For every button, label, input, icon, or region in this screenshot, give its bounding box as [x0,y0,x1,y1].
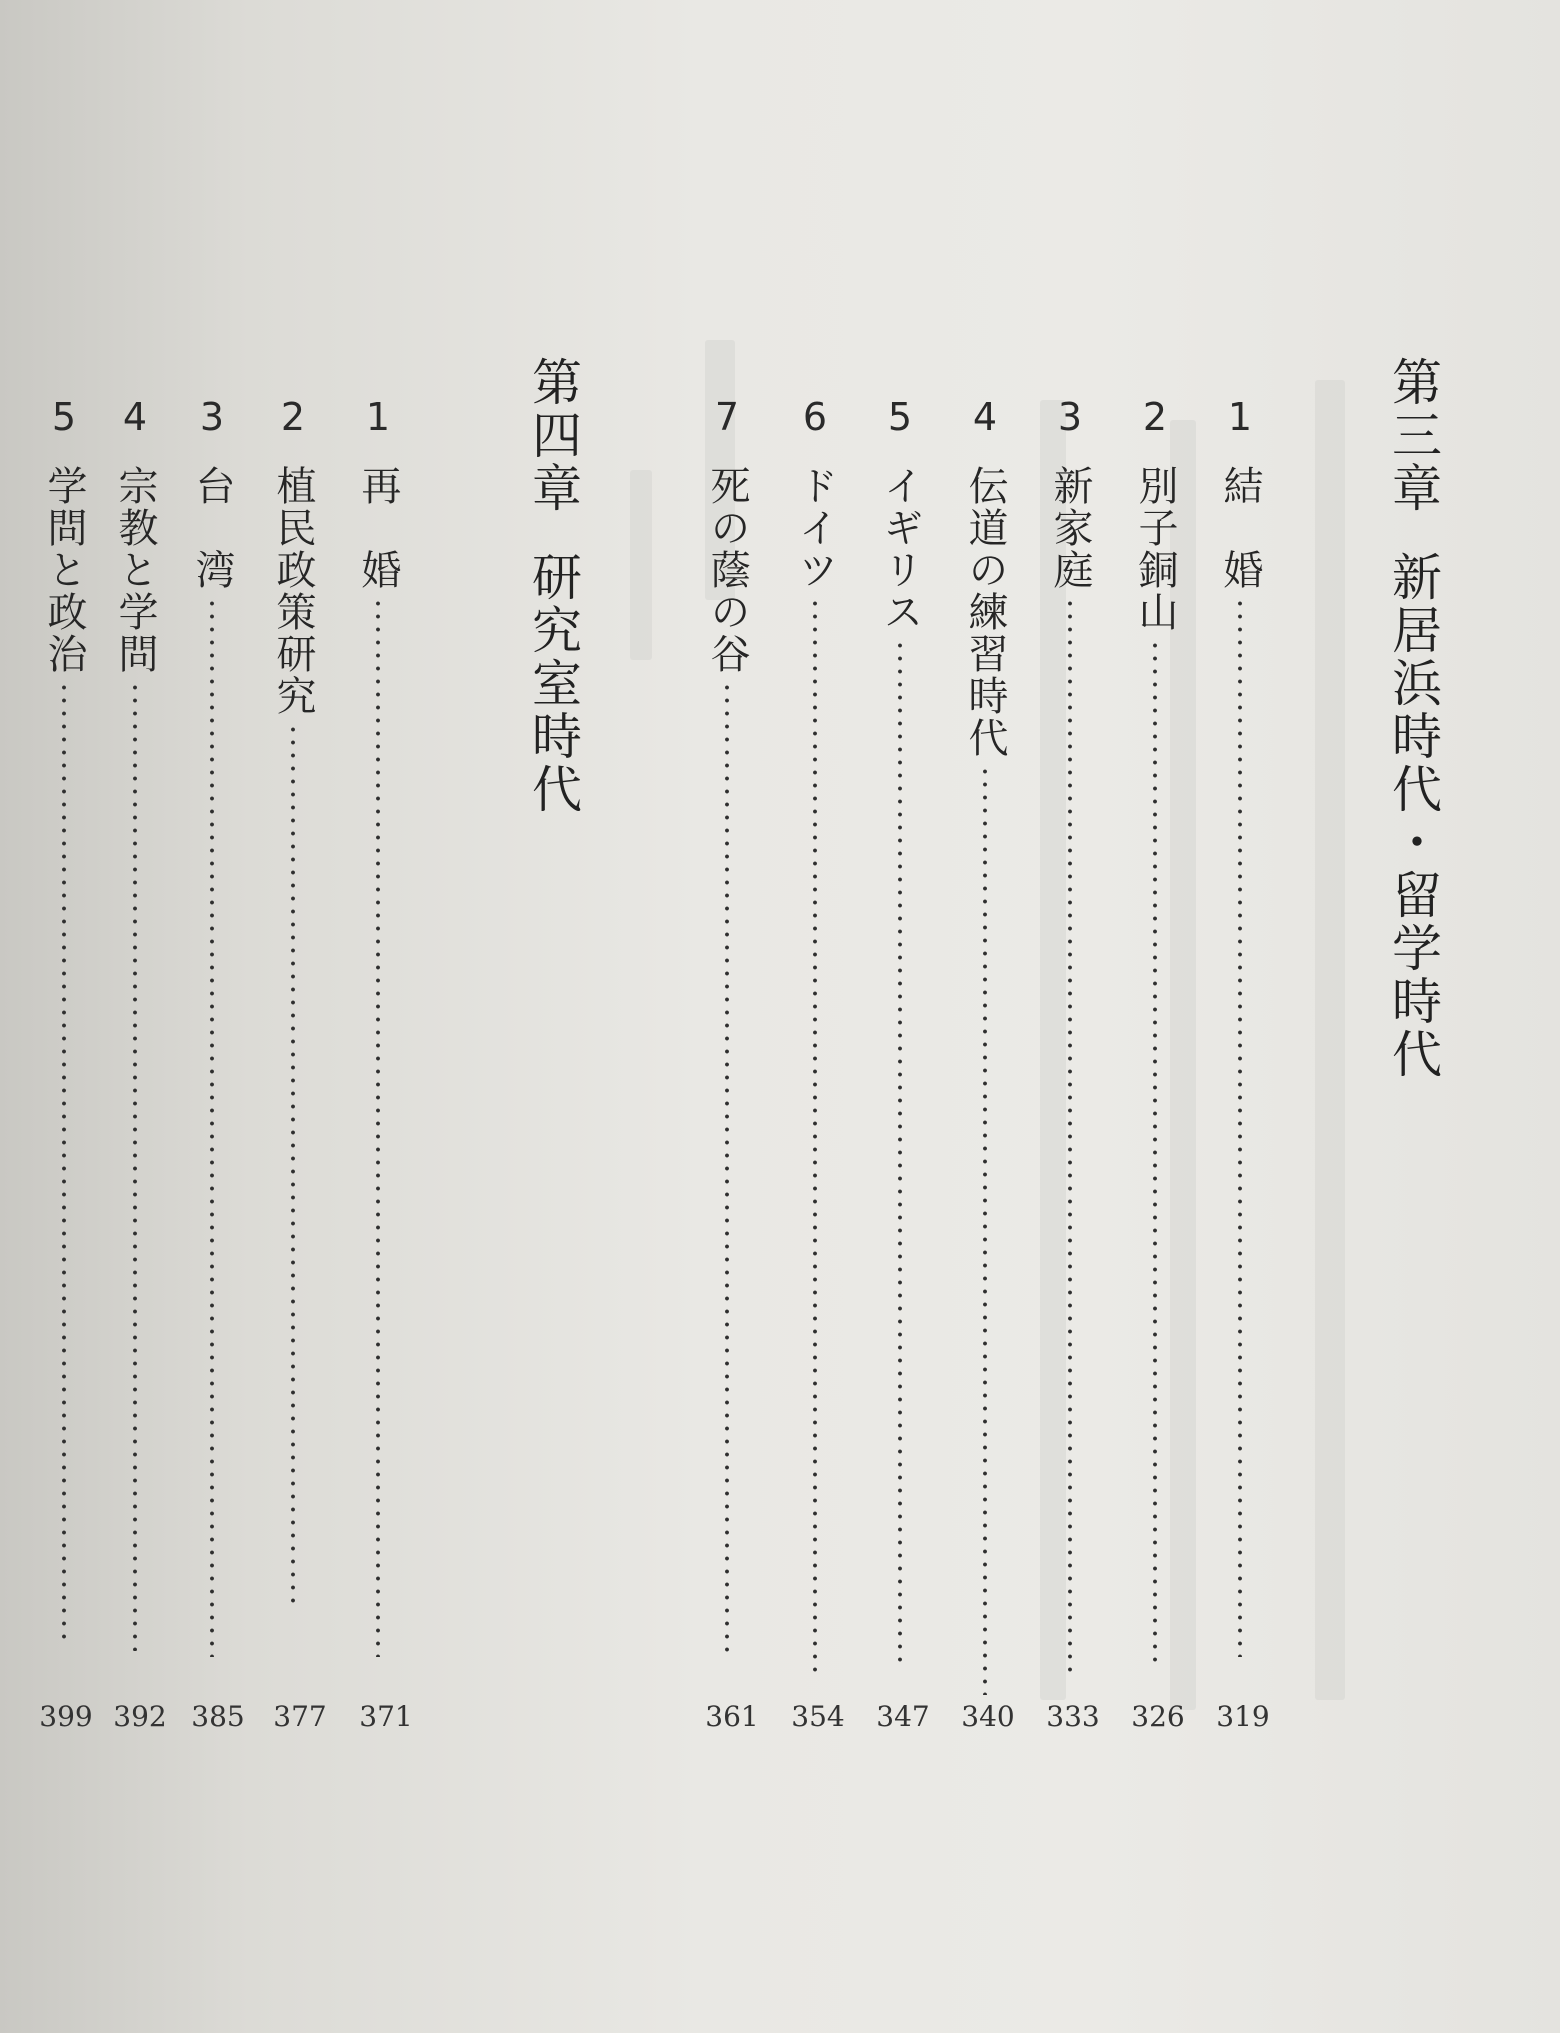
section-number: 2 [1142,395,1168,439]
dot-leader [812,597,818,1672]
toc-entry[interactable] [1127,395,1183,1664]
section-title: ドイツ [792,465,838,591]
toc-entry[interactable] [957,395,1013,1695]
page-number: 385 [191,1700,245,1733]
section-title: 別子銅山 [1132,465,1178,633]
page-number: 361 [705,1700,759,1733]
dot-leader [132,681,138,1651]
section-number: 4 [972,395,998,439]
dot-leader [1152,639,1158,1664]
section-title: 死の蔭の谷 [704,465,750,675]
dot-leader [61,681,67,1641]
toc-entry[interactable] [265,395,321,1603]
section-number: 5 [887,395,913,439]
section-number: 6 [802,395,828,439]
page-number: 399 [39,1700,93,1733]
dot-leader [375,597,381,1657]
section-title: 再 婚 [355,465,401,591]
section-number: 3 [1057,395,1083,439]
section-title: イギリス [877,465,923,633]
page-number: 340 [961,1700,1015,1733]
page-number: 326 [1131,1700,1185,1733]
toc-entry[interactable] [36,395,92,1641]
section-title: 新家庭 [1047,465,1093,591]
section-number: 1 [1227,395,1253,439]
chapter-3-label: 第三章 [1384,356,1442,515]
section-number: 3 [199,395,225,439]
page-number: 371 [359,1700,413,1733]
chapter-3-heading [1373,356,1443,1081]
dot-leader [724,681,730,1659]
section-number: 2 [280,395,306,439]
section-title: 伝道の練習時代 [962,465,1008,759]
toc-entry[interactable] [872,395,928,1664]
section-number: 4 [122,395,148,439]
section-title: 結 婚 [1217,465,1263,591]
section-title: 宗教と学問 [112,465,158,675]
page-number: 347 [876,1700,930,1733]
dot-leader [209,597,215,1657]
toc-entry[interactable] [787,395,843,1672]
toc-entry[interactable] [1042,395,1098,1672]
section-number: 1 [365,395,391,439]
dot-leader [982,765,988,1695]
toc-entry[interactable] [699,395,755,1659]
chapter-4-title: 研究室時代 [524,551,582,816]
section-number: 5 [51,395,77,439]
show-through-mark [1315,380,1345,1700]
dot-leader [290,723,296,1603]
toc-entry[interactable] [184,395,240,1657]
dot-leader [897,639,903,1664]
page-number: 354 [791,1700,845,1733]
page-number: 377 [273,1700,327,1733]
toc-entry[interactable] [107,395,163,1651]
section-title: 学問と政治 [41,465,87,675]
chapter-4-heading [513,356,583,816]
section-title: 台 湾 [189,465,235,591]
page-number: 333 [1046,1700,1100,1733]
page-number: 319 [1216,1700,1270,1733]
page-number: 392 [113,1700,167,1733]
dot-leader [1067,597,1073,1672]
show-through-mark [630,470,652,660]
section-title: 植民政策研究 [270,465,316,717]
dot-leader [1237,597,1243,1657]
section-number: 7 [714,395,740,439]
toc-entry[interactable] [350,395,406,1657]
chapter-3-title: 新居浜時代・留学時代 [1384,551,1442,1081]
toc-entry[interactable] [1212,395,1268,1657]
chapter-4-label: 第四章 [524,356,582,515]
